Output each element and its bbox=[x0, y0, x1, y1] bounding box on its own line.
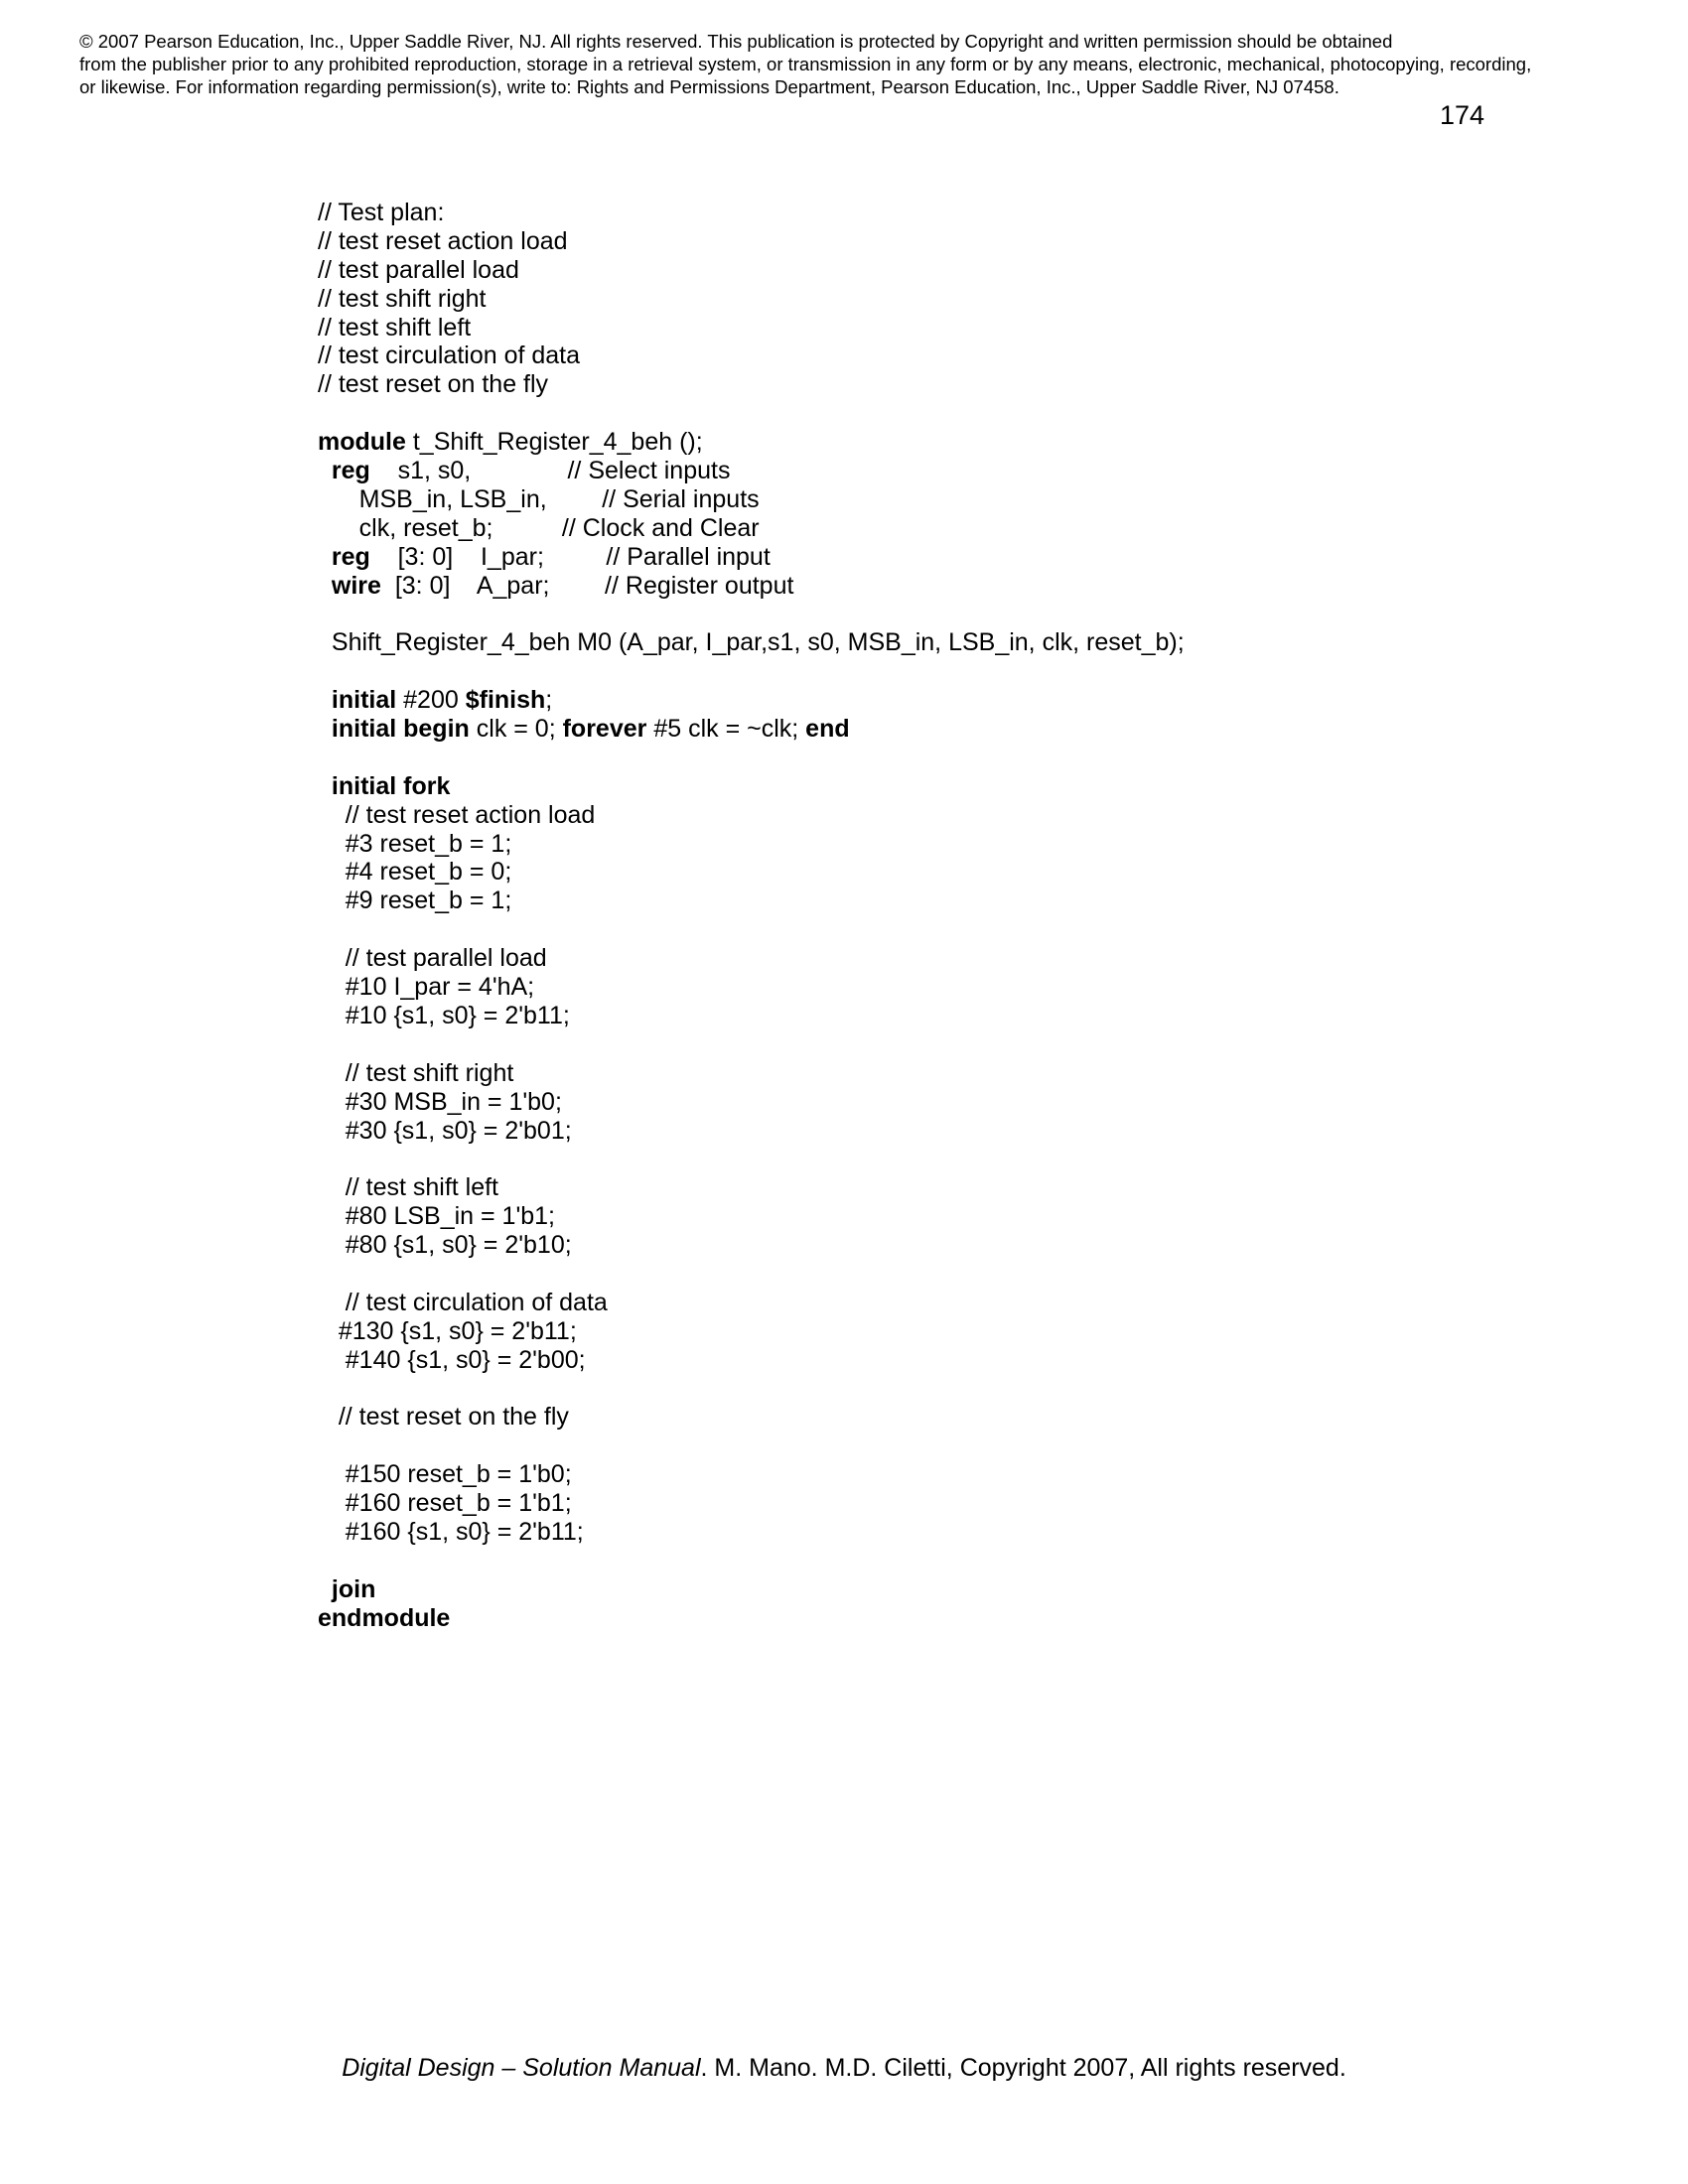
code-keyword: initial fork bbox=[331, 771, 451, 800]
code-blank-line bbox=[318, 1432, 1185, 1460]
code-text: #130 {s1, s0} = 2'b11; bbox=[318, 1316, 577, 1345]
code-keyword: end bbox=[805, 715, 850, 744]
code-text: // test shift right bbox=[318, 1058, 514, 1087]
code-text: clk = 0; bbox=[469, 715, 563, 744]
code-line bbox=[318, 973, 1185, 1002]
code-line bbox=[318, 1317, 1185, 1346]
code-blank-line bbox=[318, 600, 1185, 628]
code-keyword: reg bbox=[331, 457, 370, 485]
code-text bbox=[318, 715, 332, 743]
code-text: #200 bbox=[396, 686, 466, 715]
code-text: // test reset on the fly bbox=[318, 370, 549, 399]
code-line bbox=[318, 1231, 1185, 1260]
code-text: #30 {s1, s0} = 2'b01; bbox=[318, 1116, 572, 1145]
code-text bbox=[318, 1575, 332, 1603]
code-line bbox=[318, 1117, 1185, 1146]
code-line bbox=[318, 1518, 1185, 1547]
code-line bbox=[318, 199, 1185, 227]
code-text: #5 clk = ~clk; bbox=[646, 715, 806, 744]
code-text: // Test plan: bbox=[318, 199, 445, 226]
code-line bbox=[318, 370, 1185, 399]
code-blank-line bbox=[318, 1145, 1185, 1173]
copyright-line: from the publisher prior to any prohibited reproduction, storage in a retrieval system, or transmission in any form or by any means, electronic, mechanical, photocopying, recording, bbox=[79, 54, 1532, 74]
code-line bbox=[318, 1403, 1185, 1432]
code-line bbox=[318, 572, 1185, 601]
code-line bbox=[318, 314, 1185, 342]
code-line bbox=[318, 1460, 1185, 1489]
footer-credits: . M. Mano. M.D. Ciletti, Copyright 2007, All rights reserved. bbox=[700, 2054, 1346, 2082]
code-line bbox=[318, 887, 1185, 915]
code-text: // test parallel load bbox=[318, 944, 547, 973]
code-blank-line bbox=[318, 1260, 1185, 1289]
code-blank-line bbox=[318, 1547, 1185, 1575]
copyright-line: © 2007 Pearson Education, Inc., Upper Saddle River, NJ. All rights reserved. This publication is protected by Copyright and written permission should be obtained bbox=[79, 31, 1393, 52]
code-text bbox=[318, 457, 332, 484]
code-line bbox=[318, 428, 1185, 457]
code-keyword: module bbox=[318, 428, 406, 457]
code-text: // test shift left bbox=[318, 1173, 499, 1202]
code-text: #160 reset_b = 1'b1; bbox=[318, 1489, 572, 1518]
code-blank-line bbox=[318, 744, 1185, 772]
code-text: #10 {s1, s0} = 2'b11; bbox=[318, 1001, 570, 1029]
code-text: s1, s0, // Select inputs bbox=[369, 457, 731, 485]
code-line bbox=[318, 1002, 1185, 1030]
code-line bbox=[318, 1202, 1185, 1231]
code-line bbox=[318, 1289, 1185, 1317]
code-blank-line bbox=[318, 657, 1185, 686]
code-line bbox=[318, 830, 1185, 859]
code-text: // test circulation of data bbox=[318, 1288, 608, 1316]
code-line bbox=[318, 543, 1185, 572]
code-text: // test shift left bbox=[318, 313, 472, 341]
code-text: // test reset action load bbox=[318, 800, 596, 829]
code-text bbox=[318, 772, 332, 800]
code-line bbox=[318, 514, 1185, 543]
footer-book-title: Digital Design – Solution Manual bbox=[342, 2054, 701, 2082]
code-keyword: endmodule bbox=[318, 1603, 451, 1632]
code-keyword: wire bbox=[331, 571, 381, 600]
code-text: clk, reset_b; // Clock and Clear bbox=[318, 513, 760, 542]
code-line bbox=[318, 944, 1185, 973]
page-footer bbox=[0, 2053, 1688, 2083]
code-line bbox=[318, 858, 1185, 887]
code-line bbox=[318, 686, 1185, 715]
code-line bbox=[318, 1059, 1185, 1088]
code-line bbox=[318, 1346, 1185, 1375]
code-keyword: $finish bbox=[465, 686, 546, 715]
code-line bbox=[318, 341, 1185, 370]
code-text: t_Shift_Register_4_beh (); bbox=[405, 428, 703, 457]
copyright-line: or likewise. For information regarding permission(s), write to: Rights and Permissions Department, Pearson Education, Inc., Upper Saddle River, NJ 07458. bbox=[79, 76, 1339, 97]
code-text: // test reset on the fly bbox=[318, 1403, 569, 1432]
code-line bbox=[318, 485, 1185, 514]
code-line bbox=[318, 285, 1185, 314]
code-line bbox=[318, 227, 1185, 256]
code-line bbox=[318, 772, 1185, 801]
code-text: [3: 0] I_par; // Parallel input bbox=[369, 542, 771, 571]
code-keyword: initial begin bbox=[331, 715, 470, 744]
code-keyword: reg bbox=[331, 542, 370, 571]
code-blank-line bbox=[318, 915, 1185, 944]
code-text: // test reset action load bbox=[318, 226, 568, 255]
code-text: ; bbox=[545, 686, 553, 715]
code-text: MSB_in, LSB_in, // Serial inputs bbox=[318, 484, 760, 513]
code-text bbox=[318, 572, 332, 600]
code-text bbox=[318, 543, 332, 571]
code-blank-line bbox=[318, 1030, 1185, 1059]
code-text: #4 reset_b = 0; bbox=[318, 858, 512, 887]
code-line bbox=[318, 628, 1185, 657]
code-blank-line bbox=[318, 399, 1185, 428]
code-text: #30 MSB_in = 1'b0; bbox=[318, 1087, 562, 1116]
code-text: #3 reset_b = 1; bbox=[318, 829, 512, 858]
code-text bbox=[318, 686, 332, 714]
code-keyword: initial bbox=[331, 686, 397, 715]
code-text: #150 reset_b = 1'b0; bbox=[318, 1460, 572, 1489]
code-line bbox=[318, 715, 1185, 744]
code-text: Shift_Register_4_beh M0 (A_par, I_par,s1, s0, MSB_in, LSB_in, clk, reset_b); bbox=[318, 628, 1185, 657]
code-text: #140 {s1, s0} = 2'b00; bbox=[318, 1345, 586, 1374]
verilog-code-block bbox=[318, 199, 1185, 1633]
code-line bbox=[318, 1088, 1185, 1117]
code-keyword: forever bbox=[562, 715, 647, 744]
code-blank-line bbox=[318, 1375, 1185, 1404]
code-text: // test shift right bbox=[318, 284, 487, 313]
copyright-notice bbox=[79, 30, 1628, 98]
code-text: #160 {s1, s0} = 2'b11; bbox=[318, 1517, 584, 1546]
code-text: [3: 0] A_par; // Register output bbox=[380, 571, 794, 600]
code-line bbox=[318, 1575, 1185, 1604]
code-keyword: join bbox=[331, 1574, 376, 1603]
code-text: #10 I_par = 4'hA; bbox=[318, 973, 535, 1002]
code-text: // test circulation of data bbox=[318, 341, 581, 370]
code-text: #9 reset_b = 1; bbox=[318, 887, 512, 915]
code-text: #80 {s1, s0} = 2'b10; bbox=[318, 1231, 572, 1260]
code-line bbox=[318, 1604, 1185, 1633]
code-line bbox=[318, 1489, 1185, 1518]
code-line bbox=[318, 801, 1185, 830]
page-number: 174 bbox=[1440, 100, 1485, 130]
code-text: // test parallel load bbox=[318, 255, 519, 284]
code-text: #80 LSB_in = 1'b1; bbox=[318, 1202, 555, 1231]
code-line bbox=[318, 457, 1185, 485]
code-line bbox=[318, 256, 1185, 285]
code-line bbox=[318, 1173, 1185, 1202]
